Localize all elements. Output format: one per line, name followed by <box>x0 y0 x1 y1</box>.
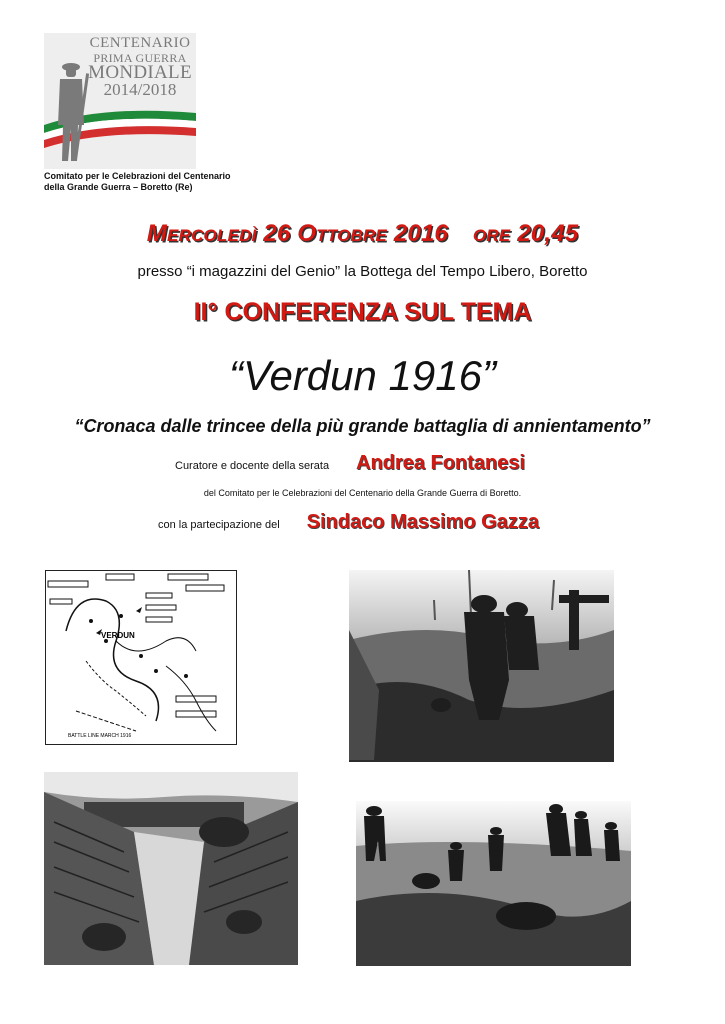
participation-row <box>158 511 539 534</box>
event-time: 20,45 <box>517 220 579 247</box>
committee-note: del Comitato per le Celebrazioni del Centenario della Grande Guerra di Boretto. <box>203 488 522 498</box>
logo-line-4: 2014/2018 <box>103 80 177 99</box>
conference-subtitle: “Cronaca dalle trincee della più grande battaglia di annientamento” <box>74 416 651 436</box>
curator-label: Curatore e docente della serata <box>175 460 330 472</box>
event-day: 26 <box>263 220 291 247</box>
curator-row <box>175 452 525 475</box>
mayor-name: Sindaco Massimo Gazza <box>306 511 539 533</box>
organizer-line-2: della Grande Guerra – Boretto (Re) <box>44 182 193 192</box>
soldiers-trench-photo <box>349 570 614 762</box>
event-venue: presso “i magazzini del Genio” la Bottega del Tempo Libero, Boretto <box>137 263 588 280</box>
logo-line-2: PRIMA GUERRA <box>93 51 187 65</box>
logo-line-3: MONDIALE <box>88 62 192 83</box>
conference-heading: II° CONFERENZA SUL TEMA <box>193 298 532 326</box>
event-year: 2016 <box>393 220 448 247</box>
event-month: Ottobre <box>297 220 387 247</box>
verdun-map-image <box>45 570 237 745</box>
curator-name: Andrea Fontanesi <box>356 452 525 474</box>
organizer-line-1: Comitato per le Celebrazioni del Centenario <box>44 171 231 181</box>
battlefield-assault-photo <box>356 801 631 966</box>
centenary-logo <box>44 33 196 169</box>
trench-photo <box>44 772 298 965</box>
map-legend: BATTLE LINE MARCH 1916 <box>68 733 132 739</box>
participation-label: con la partecipazione del <box>158 519 280 531</box>
map-caption: VERDUN <box>101 631 135 640</box>
conference-title: “Verdun 1916” <box>229 352 496 399</box>
event-weekday: Mercoledì <box>146 220 257 247</box>
logo-line-1: CENTENARIO <box>89 35 191 51</box>
event-date <box>0 220 725 248</box>
event-ore-label: ore <box>472 220 511 247</box>
